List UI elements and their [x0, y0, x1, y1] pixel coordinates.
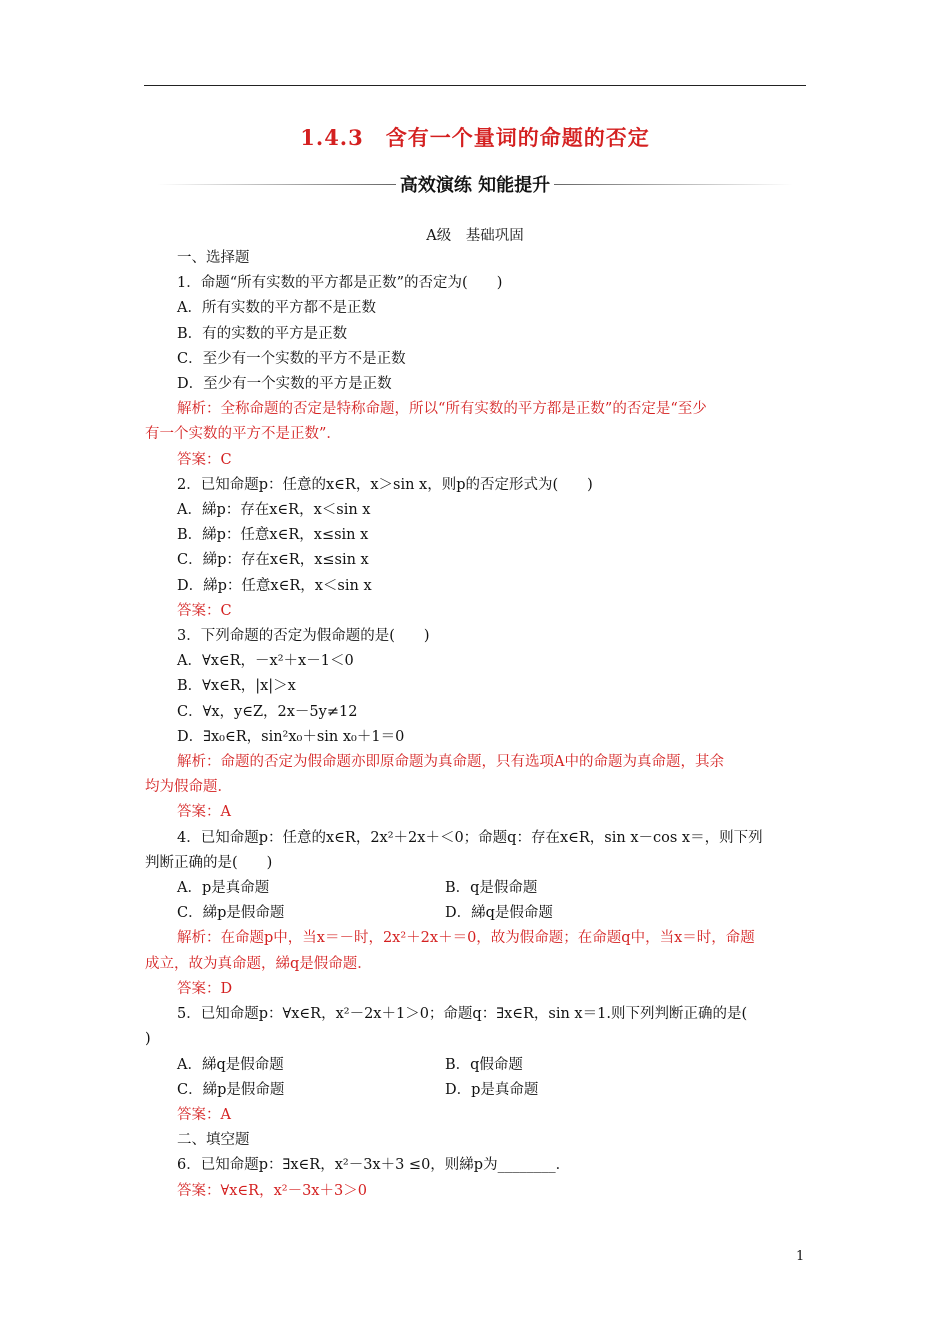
page-number: 1 [796, 1249, 805, 1264]
text-line: 二、填空题 [177, 1132, 250, 1149]
option-right: D．綈q是假命题 [445, 905, 553, 922]
text-line: 成立，故为真命题，綈q是假命题． [145, 955, 372, 972]
text-line: D．至少有一个实数的平方是正数 [177, 376, 392, 393]
option-left: A．綈q是假命题 [177, 1056, 284, 1073]
option-left: C．綈p是假命题 [177, 1081, 285, 1098]
subtitle: 高效演练 知能提升 [399, 175, 551, 196]
text-line: A．∀x∈R，－x²＋x－1＜0 [177, 653, 354, 670]
text-line [145, 1078, 807, 1103]
text-line: D．∃x₀∈R，sin²x₀＋sin x₀＋1＝0 [177, 728, 405, 745]
page-title: 1.4.3 含有一个量词的命题的否定 [300, 125, 650, 150]
option-left: C．綈p是假命题 [177, 905, 285, 922]
level-heading: A级 基础巩固 [426, 228, 524, 244]
text-line: 答案：C [177, 451, 232, 468]
text-line: 答案：D [177, 980, 233, 997]
text-line: A．綈p：存在x∈R，x＜sin x [177, 502, 371, 519]
text-line [145, 876, 807, 901]
subtitle-rule-left [158, 184, 396, 185]
text-line: 答案：A [177, 804, 231, 821]
text-line: 2．已知命题p：任意的x∈R，x＞sin x，则p的否定形式为( ) [177, 476, 593, 493]
text-line: 答案：A [177, 1106, 231, 1123]
text-line [145, 901, 807, 926]
text-line: A．所有实数的平方都不是正数 [177, 300, 376, 317]
text-line: 一、选择题 [177, 250, 250, 266]
text-line: 5．已知命题p：∀x∈R，x²－2x＋1＞0；命题q：∃x∈R，sin x＝1.则下列判断正确的是( [177, 1006, 748, 1023]
text-line: 解析：全称命题的否定是特称命题，所以“所有实数的平方都是正数”的否定是“至少 [177, 401, 707, 418]
text-line: C．綈p：存在x∈R，x≤sin x [177, 552, 369, 569]
text-line: B．∀x∈R，|x|＞x [177, 678, 296, 695]
subtitle-row [158, 170, 792, 198]
text-line: 有一个实数的平方不是正数”． [145, 426, 341, 443]
text-line: C．∀x，y∈Z，2x－5y≠12 [177, 703, 358, 720]
text-line: B．綈p：任意x∈R，x≤sin x [177, 527, 369, 544]
text-line: 答案：C [177, 602, 232, 619]
option-right: D．p是真命题 [445, 1081, 539, 1098]
option-right: B．q是假命题 [445, 880, 538, 897]
text-line: C．至少有一个实数的平方不是正数 [177, 350, 406, 367]
text-line: ) [145, 1031, 151, 1048]
text-line [145, 1053, 807, 1078]
option-right: B．q假命题 [445, 1056, 523, 1073]
text-line: 均为假命题． [145, 779, 232, 796]
text-line: 3．下列命题的否定为假命题的是( ) [177, 628, 430, 645]
text-line: B．有的实数的平方是正数 [177, 325, 348, 342]
text-line: D．綈p：任意x∈R，x＜sin x [177, 577, 372, 594]
text-line: 解析：命题的否定为假命题亦即原命题为真命题，只有选项A中的命题为真命题，其余 [177, 754, 724, 771]
subtitle-rule-right [554, 184, 792, 185]
text-line: 判断正确的是( ) [145, 854, 273, 871]
text-line: 1．命题“所有实数的平方都是正数”的否定为( ) [177, 275, 503, 292]
top-rule [144, 85, 806, 86]
document-body [145, 246, 807, 1204]
option-left: A．p是真命题 [177, 880, 270, 897]
text-line: 6．已知命题p：∃x∈R，x²－3x＋3 ≤0，则綈p为________． [177, 1157, 571, 1174]
text-line: 答案：∀x∈R，x²－3x＋3＞0 [177, 1182, 367, 1199]
text-line: 解析：在命题p中，当x＝－时，2x²＋2x＋＝0，故为假命题；在命题q中，当x＝时，命题 [177, 930, 755, 947]
text-line: 4．已知命题p：任意的x∈R，2x²＋2x＋＜0；命题q：存在x∈R，sin x－cos x＝，则下列 [177, 829, 763, 846]
